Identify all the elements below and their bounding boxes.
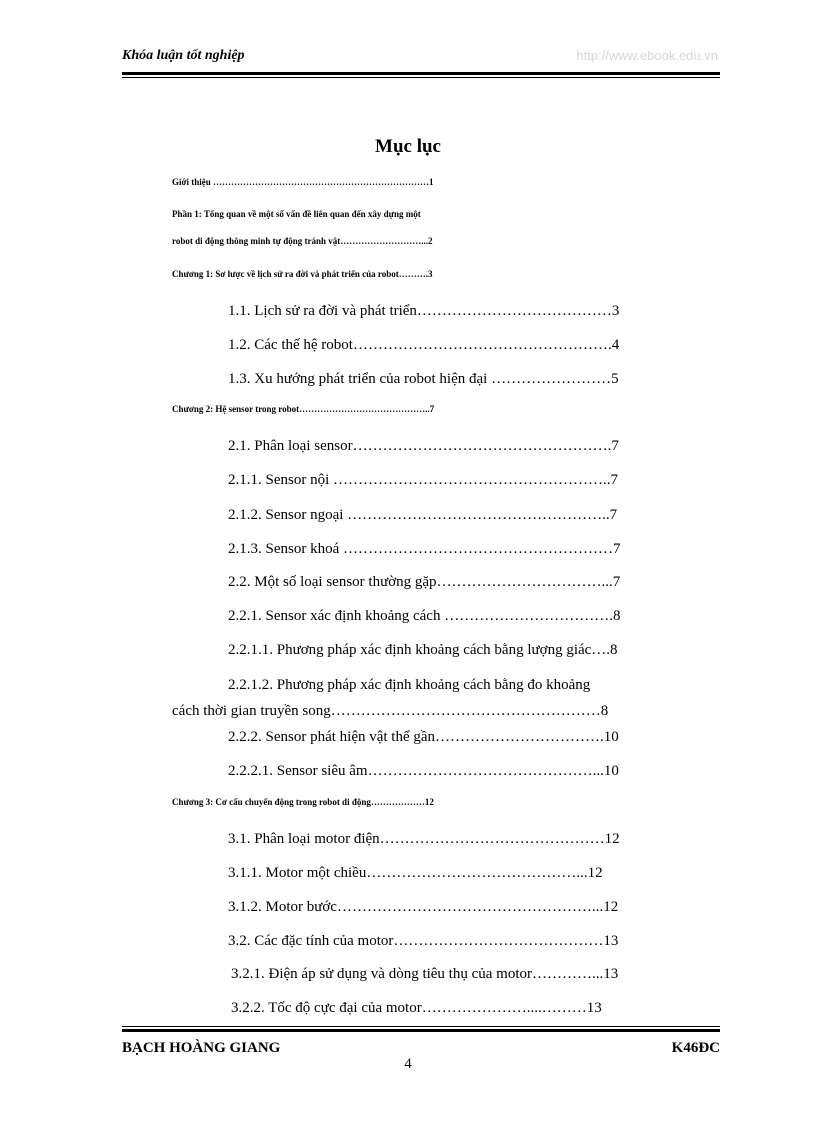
footer-author: BẠCH HOÀNG GIANG <box>122 1040 281 1056</box>
page-number: 4 <box>404 1056 412 1072</box>
toc-entry-2-1: 2.1. Phân loại sensor…………………………………………….7 <box>228 438 619 454</box>
toc-entry-1-1: 1.1. Lịch sử ra đời và phát triển…………………………………3 <box>228 303 620 319</box>
toc-entry-2-2-1-2: 2.2.1.2. Phương pháp xác định khoảng cách bằng đo khoảng <box>228 677 591 693</box>
toc-entry-1-3: 1.3. Xu hướng phát triển của robot hiện đại ……………………5 <box>228 371 619 387</box>
toc-entry-2-2-1: 2.2.1. Sensor xác định khoảng cách …………………………….8 <box>228 608 621 624</box>
toc-entry-intro: Giới thiệu ………………………………………………………………1 <box>172 177 434 187</box>
toc-entry-1-2: 1.2. Các thế hệ robot…………………………………………….4 <box>228 337 620 353</box>
toc-entry-part1-line1: Phần 1: Tổng quan về một số vấn đề liên quan đến xây dựng một <box>172 209 421 219</box>
toc-entry-3-1-2: 3.1.2. Motor bước……………………………………………...12 <box>228 899 619 915</box>
toc-entry-3-2-1: 3.2.1. Điện áp sử dụng và dòng tiêu thụ của motor…………...13 <box>231 966 619 982</box>
toc-heading: Mục lục <box>375 136 441 157</box>
toc-entry-part1-line2: robot di động thông minh tự động tránh vật………………………...2 <box>172 236 433 246</box>
header-title: Khóa luận tốt nghiệp <box>122 48 245 63</box>
toc-entry-2-2-1-1: 2.2.1.1. Phương pháp xác định khoảng cách bằng lượng giác….8 <box>228 642 618 658</box>
toc-entry-chapter1: Chương 1: Sơ lược về lịch sử ra đời và phát triển của robot……….3 <box>172 269 433 279</box>
toc-entry-chapter3: Chương 3: Cơ cấu chuyển động trong robot di động………………12 <box>172 797 434 807</box>
footer-rule <box>122 1026 720 1032</box>
toc-entry-2-1-3: 2.1.3. Sensor khoá ………………………………………………7 <box>228 541 621 557</box>
toc-entry-3-2-2: 3.2.2. Tốc độ cực đại của motor…………………....………13 <box>231 1000 602 1016</box>
toc-entry-2-1-2: 2.1.2. Sensor ngoại ……………………………………………..7 <box>228 507 618 523</box>
toc-entry-chapter2: Chương 2: Hệ sensor trong robot……………………………………..7 <box>172 404 435 414</box>
toc-entry-2-2-1-2-cont: cách thời gian truyền song………………………………………………8 <box>172 703 609 719</box>
toc-entry-3-1: 3.1. Phân loại motor điện………………………………………12 <box>228 831 620 847</box>
toc-entry-2-1-1: 2.1.1. Sensor nội ………………………………………………..7 <box>228 472 618 488</box>
toc-entry-2-2-2: 2.2.2. Sensor phát hiện vật thể gần…………………………….10 <box>228 729 619 745</box>
toc-entry-2-2: 2.2. Một số loại sensor thường gặp……………………………...7 <box>228 574 621 590</box>
toc-entry-3-1-1: 3.1.1. Motor một chiều……………………………………...12 <box>228 865 603 881</box>
toc-entry-2-2-2-1: 2.2.2.1. Sensor siêu âm………………………………………...10 <box>228 763 619 779</box>
footer-class-code: K46ĐC <box>671 1040 720 1056</box>
header-rule <box>122 72 720 78</box>
header-url: http://www.ebook.edu.vn <box>576 48 718 63</box>
toc-entry-3-2: 3.2. Các đặc tính của motor……………………………………13 <box>228 933 619 949</box>
